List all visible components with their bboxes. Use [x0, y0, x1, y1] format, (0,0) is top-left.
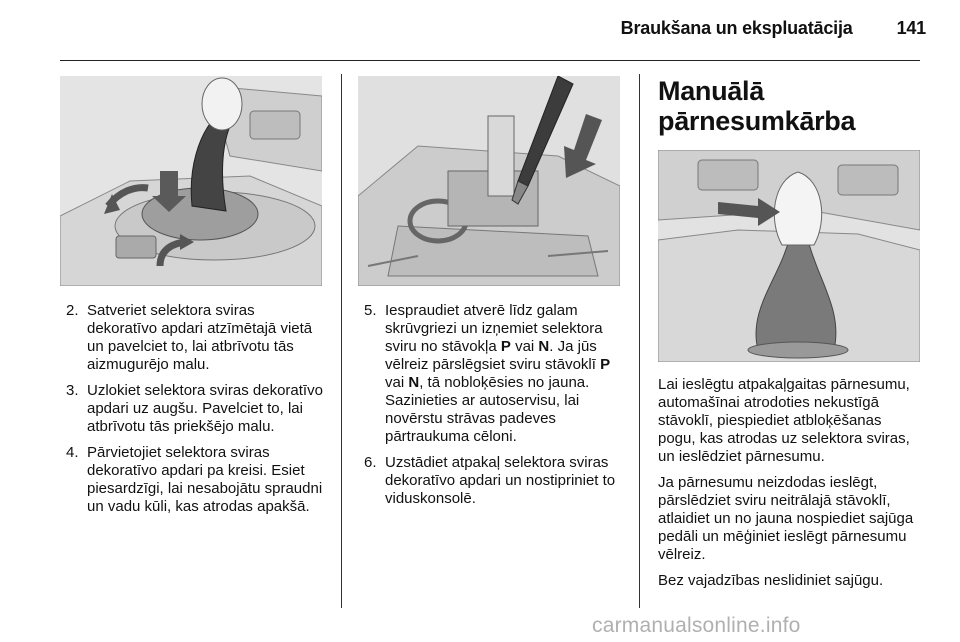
step-number: 2. [66, 302, 79, 319]
manual-gearbox-text [658, 376, 920, 598]
step-item [66, 444, 328, 516]
step-text: , tā nobloķēsies no jauna. Sazinieties ar autoservisu, lai novērstu strāvas padeves pārtraukuma cēloni. [385, 374, 590, 445]
selector-trim-illustration [60, 76, 322, 286]
trim-removal-steps [66, 302, 328, 524]
paragraph: Ja pārnesumu neizdodas ieslēgt, pārslēdziet sviru neitrālajā stāvoklī, atlaidiet un no jauna nospiediet sajūga pedāli un mēģiniet ieslēgt pārnesumu vēlreiz. [658, 474, 914, 563]
column-divider-left [341, 74, 342, 608]
step-text: Uzstādiet atpakaļ selektora sviras dekoratīvo apdari un nostipriniet to viduskonsolē. [385, 454, 616, 507]
paragraph: Bez vajadzības neslidiniet sajūgu. [658, 572, 884, 589]
step-text: Uzlokiet selektora sviras dekoratīvo apdari uz augšu. Pavelciet to, lai atbrīvotu tās priekšējo malu. [87, 382, 323, 435]
step-text: Satveriet selektora sviras dekoratīvo apdari atzīmētajā vietā un pavelciet to, lai atbrīvotu tās aizmugurējo malu. [87, 302, 313, 373]
manual-gear-lever-illustration [658, 150, 920, 362]
step-item [364, 454, 626, 508]
section-title: Manuālā pārnesumkārba [658, 76, 856, 136]
running-section-title: Braukšana un ekspluatācija [620, 18, 853, 38]
page-number: 141 [896, 18, 926, 38]
header-rule [60, 60, 920, 61]
step-item [364, 302, 626, 446]
step-item [66, 302, 328, 374]
column-divider-right [639, 74, 640, 608]
step-text: Iespraudiet atverē līdz galam skrūvgriezi un izņemiet selektora sviru no stāvokļa [385, 302, 603, 355]
step-number: 5. [364, 302, 377, 319]
gear-position-p: P [500, 338, 511, 355]
step-text: . Ja jūs vēlreiz pārslēgsiet sviru stāvoklī [385, 338, 601, 373]
screwdriver-release-illustration [358, 76, 620, 286]
page-header [0, 18, 926, 39]
paragraph: Lai ieslēgtu atpakaļgaitas pārnesumu, automašīnai atrodoties nekustīgā stāvoklī, piespiediet atbloķēšanas pogu, kas atrodas uz selektora sviras, un ieslēdziet pārnesumu. [658, 376, 910, 465]
step-item [66, 382, 328, 436]
step-number: 6. [364, 454, 377, 471]
gear-position-n: N [538, 338, 550, 355]
gear-position-p: P [600, 356, 611, 373]
step-number: 4. [66, 444, 79, 461]
selector-trim-drawing [60, 76, 322, 286]
gear-position-n: N [408, 374, 420, 391]
step-text: vai [385, 374, 409, 391]
step-text: vai [510, 338, 539, 355]
screwdriver-release-drawing [358, 76, 620, 286]
lever-release-steps [364, 302, 626, 516]
step-number: 3. [66, 382, 79, 399]
watermark: carmanualsonline.info [592, 614, 801, 637]
manual-gear-lever-drawing [658, 150, 920, 362]
step-text: Pārvietojiet selektora sviras dekoratīvo apdari pa kreisi. Esiet piesardzīgi, lai nesabojātu spraudni un vadu kūli, kas atrodas apakšā. [87, 444, 323, 515]
